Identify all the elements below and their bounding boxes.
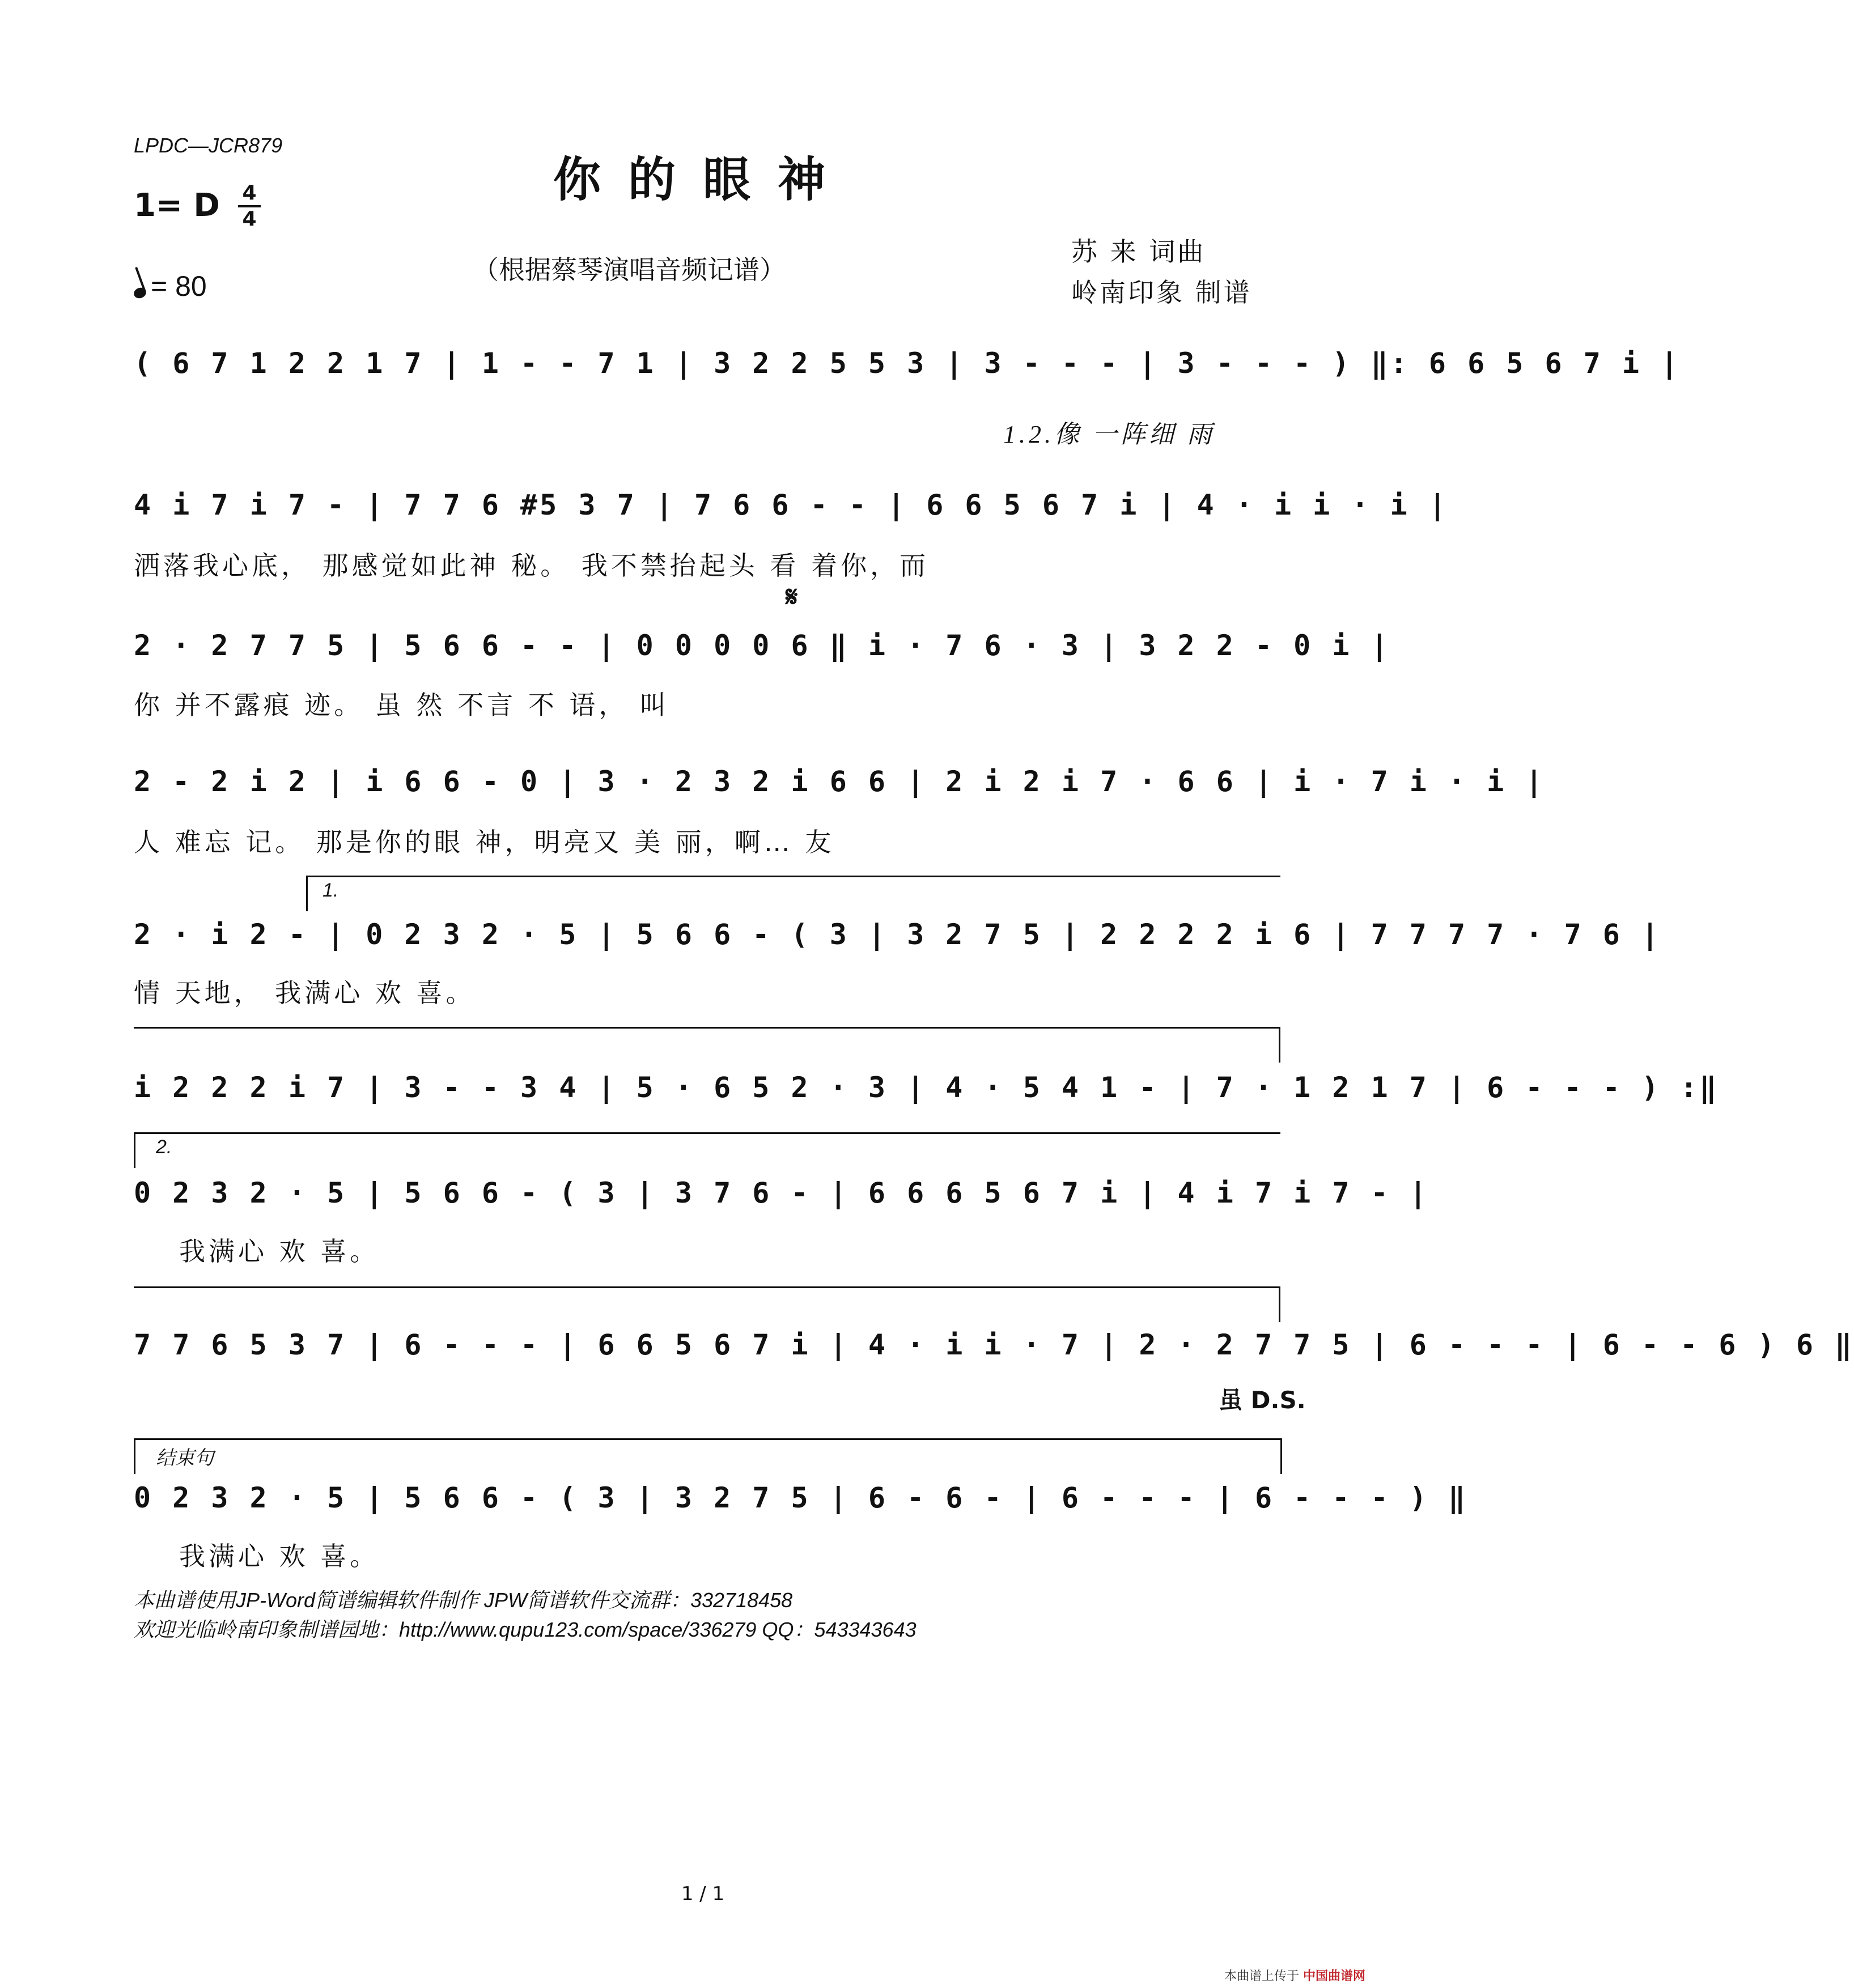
staff-row-4: 2 - 2 i 2 | i 6 6 - 0 | 3 · 2 3 2 i 6 6 | 2 i 2 i 7 · 6 6 | i · 7 i · i |	[134, 765, 1545, 798]
lyric-row-1: 1.2.像 一阵细 雨	[1003, 420, 1215, 448]
quarter-note-icon	[133, 286, 148, 300]
time-denominator: 4	[242, 207, 257, 231]
first-ending-continue	[134, 1027, 1280, 1063]
time-numerator: 4	[242, 181, 257, 205]
lyric-row-5: 情 天地， 我满心 欢 喜。	[134, 978, 476, 1008]
staff-row-6: i 2 2 2 i 7 | 3 - - 3 4 | 5 · 6 5 2 · 3 | 4 · 5 4 1 - | 7 · 1 2 1 7 | 6 - - - ) :‖	[134, 1071, 1719, 1104]
key-signature: 1= D	[134, 187, 220, 224]
staff-row-7: 0 2 3 2 · 5 | 5 6 6 - ( 3 | 3 7 6 - | 6 6 6 5 6 7 i | 4 i 7 i 7 - |	[134, 1176, 1429, 1209]
lyric-row-4: 人 难忘 记。 那是你的眼 神，明亮又 美 丽，啊… 友	[134, 827, 835, 857]
credit-brand: 中国曲谱网	[1303, 1969, 1366, 1983]
staff-row-5: 2 · i 2 - | 0 2 3 2 · 5 | 5 6 6 - ( 3 | 3 2 7 5 | 2 2 2 2 i 6 | 7 7 7 7 · 7 6 |	[134, 918, 1661, 951]
credit-prefix: 本曲谱上传于	[1224, 1969, 1300, 1983]
software-note: 本曲谱使用JP-Word简谱编辑软件制作 JPW简谱软件交流群：332718458	[134, 1588, 793, 1612]
first-ending-bracket	[306, 876, 1280, 911]
ending-bracket	[134, 1438, 1282, 1474]
time-signature	[238, 182, 261, 230]
composer-credit: 苏 来 词曲	[1071, 236, 1206, 267]
staff-row-1: ( 6 7 1 2 2 1 7 | 1 - - 7 1 | 3 2 2 5 5 3 | 3 - - - | 3 - - - ) ‖: 6 6 5 6 7 i |	[134, 347, 1681, 380]
segno-icon: 𝄋	[786, 580, 798, 613]
staff-row-9: 0 2 3 2 · 5 | 5 6 6 - ( 3 | 3 2 7 5 | 6 - 6 - | 6 - - - | 6 - - - ) ‖	[134, 1481, 1468, 1514]
second-ending-continue	[134, 1286, 1280, 1322]
subtitle: （根据蔡琴演唱音频记谱）	[473, 254, 786, 285]
song-title: 你的眼神	[553, 151, 852, 207]
upload-credit	[1224, 1966, 1365, 1984]
tempo-value: = 80	[151, 270, 207, 302]
lyric-row-7: 我满心 欢 喜。	[179, 1236, 380, 1267]
score-code: LPDC—JCR879	[134, 134, 283, 157]
lyric-row-3: 你 并不露痕 迹。 虽 然 不言 不 语， 叫	[134, 690, 669, 720]
second-ending-bracket	[134, 1132, 1280, 1168]
staff-row-3: 2 · 2 7 7 5 | 5 6 6 - - | 0 0 0 0 6 ‖ i · 7 6 · 3 | 3 2 2 - 0 i |	[134, 629, 1390, 662]
ending-label: 结束句	[156, 1447, 214, 1469]
ds-marking: 虽 D.S.	[1219, 1386, 1306, 1414]
arranger-credit: 岭南印象 制谱	[1071, 277, 1252, 308]
second-ending-label: 2.	[156, 1136, 172, 1158]
lyric-row-2: 洒落我心底， 那感觉如此神 秘。 我不禁抬起头 看 着你，而	[134, 550, 930, 581]
staff-row-2: 4 i 7 i 7 - | 7 7 6 #5 3 7 | 7 6 6 - - | 6 6 5 6 7 i | 4 · i i · i |	[134, 488, 1448, 521]
first-ending-label: 1.	[323, 880, 339, 901]
page-number: 1 / 1	[681, 1883, 725, 1905]
website-note: 欢迎光临岭南印象制谱园地：http://www.qupu123.com/space/336279 QQ：543343643	[134, 1618, 917, 1641]
staff-row-8: 7 7 6 5 3 7 | 6 - - - | 6 6 5 6 7 i | 4 · i i · 7 | 2 · 2 7 7 5 | 6 - - - | 6 - - 6 ) 6 ‖	[134, 1328, 1854, 1361]
lyric-row-9: 我满心 欢 喜。	[179, 1541, 380, 1571]
